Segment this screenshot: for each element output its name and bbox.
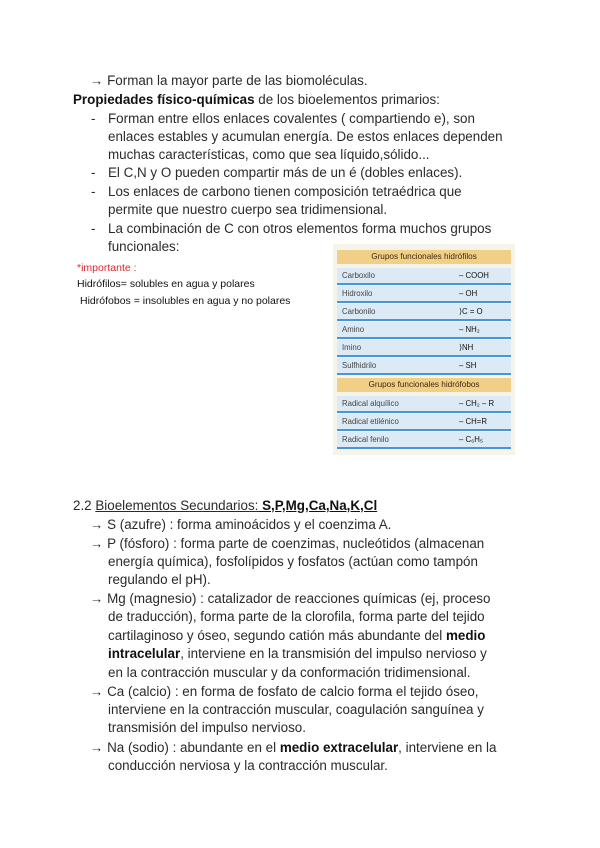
na-text: → Na (sodio) : abundante en el <box>90 740 280 755</box>
bullet-dash: - <box>91 111 96 126</box>
group-formula: – SH <box>459 361 477 370</box>
bullet-line: Los enlaces de carbono tienen composición tetraédrica que <box>108 184 462 199</box>
table-row <box>337 414 511 431</box>
mg-line3-bold: medio <box>445 628 486 643</box>
bullet-line: permite que nuestro cuerpo sea tridimensional. <box>108 202 388 217</box>
table-row <box>337 432 511 449</box>
item-line: → S (azufre) : forma aminoácidos y el coenzima A. <box>90 517 392 532</box>
group-formula: – OH <box>459 289 478 298</box>
group-formula: – CH₂ – R <box>459 399 495 408</box>
group-name: Sulfhidrilo <box>342 361 377 370</box>
heading-rest: de los bioelementos primarios: <box>254 92 440 107</box>
na-bold: medio extracelular <box>279 740 399 755</box>
bullet-line: Forman entre ellos enlaces covalentes ( compartiendo e), son <box>108 111 475 126</box>
item-line: → P (fósforo) : forma parte de coenzimas, nucleótidos (almacenan <box>90 536 485 551</box>
item-line: transmisión del impulso nervioso. <box>108 720 306 735</box>
note-label: *importante : <box>77 262 137 274</box>
item-line <box>90 739 496 757</box>
arrow-line: → Forman la mayor parte de las biomoléculas. <box>90 73 368 88</box>
item-line: en la contracción muscular y da conformación tridimensional. <box>108 665 471 680</box>
functional-groups-table <box>333 244 515 455</box>
bullet-line: enlaces estables y acumulan energía. De estos enlaces dependen <box>108 129 503 144</box>
mg-line4-bold: intracelular <box>108 646 181 661</box>
item-line: de traducción), forma parte de la clorofila, forma parte del tejido <box>108 609 485 624</box>
item-line: → Ca (calcio) : en forma de fosfato de calcio forma el tejido óseo, <box>90 684 479 699</box>
group-formula: ⟩C = O <box>459 307 483 316</box>
bullet-line: funcionales: <box>108 239 180 254</box>
section-elements: S,P,Mg,Ca,Na,K,Cl <box>258 498 378 513</box>
section-title: Bioelementos Secundarios: <box>95 498 259 513</box>
section-number: 2.2 <box>73 498 96 513</box>
heading-bold: Propiedades físico-químicas <box>73 92 255 107</box>
item-line: energía química), fosfolípidos y fosfatos (actúan como tampón <box>108 554 478 569</box>
item-line <box>108 645 487 663</box>
table-row <box>337 322 511 339</box>
group-name: Radical etilénico <box>342 417 399 426</box>
na-rest: , interviene en la <box>398 740 497 755</box>
item-line: interviene en la contracción muscular, coagulación sanguínea y <box>108 702 484 717</box>
table-row <box>337 396 511 413</box>
bullet-line: El C,N y O pueden compartir más de un é (dobles enlaces). <box>108 165 463 180</box>
bullet-dash: - <box>91 184 96 199</box>
note-hydrophilic: Hidrófilos= solubles en agua y polares <box>77 278 255 290</box>
mg-line3-text: cartilaginoso y óseo, segundo catión más abundante del <box>108 628 446 643</box>
group-name: Carboxilo <box>342 271 375 280</box>
item-line: → Mg (magnesio) : catalizador de reacciones químicas (ej, proceso <box>90 591 491 606</box>
bullet-dash: - <box>91 221 96 236</box>
table-row <box>337 358 511 375</box>
group-name: Radical alquílico <box>342 399 399 408</box>
group-name: Radical fenilo <box>342 435 389 444</box>
item-line <box>108 627 485 645</box>
group-formula: – C₆H₅ <box>459 435 484 444</box>
group-name: Amino <box>342 325 365 334</box>
group-formula: – CH=R <box>459 417 487 426</box>
table-row <box>337 268 511 285</box>
table-row <box>337 286 511 303</box>
group-formula: – COOH <box>459 271 489 280</box>
bullet-line: muchas características, como que sea líquido,sólido... <box>108 147 430 162</box>
item-line: regulando el pH). <box>108 572 211 587</box>
bullet-line: La combinación de C con otros elementos forma muchos grupos <box>108 221 492 236</box>
hydrophobic-title: Grupos funcionales hidrófobos <box>337 378 511 392</box>
group-formula: ⟩NH <box>459 343 474 352</box>
mg-line4-text: , interviene en la transmisión del impulso nervioso y <box>180 646 487 661</box>
table-row <box>337 304 511 321</box>
group-name: Imino <box>342 343 362 352</box>
section-heading <box>73 91 440 109</box>
group-name: Carbonilo <box>342 307 376 316</box>
bullet-dash: - <box>91 165 96 180</box>
section-2-heading <box>73 497 377 515</box>
note-hydrophobic: Hidrófobos = insolubles en agua y no polares <box>80 295 291 307</box>
hydrophilic-title: Grupos funcionales hidrófilos <box>337 250 511 264</box>
group-name: Hidroxilo <box>342 289 373 298</box>
table-row <box>337 340 511 357</box>
item-line: conducción nerviosa y la contracción muscular. <box>108 758 388 773</box>
group-formula: – NH₂ <box>459 325 480 334</box>
